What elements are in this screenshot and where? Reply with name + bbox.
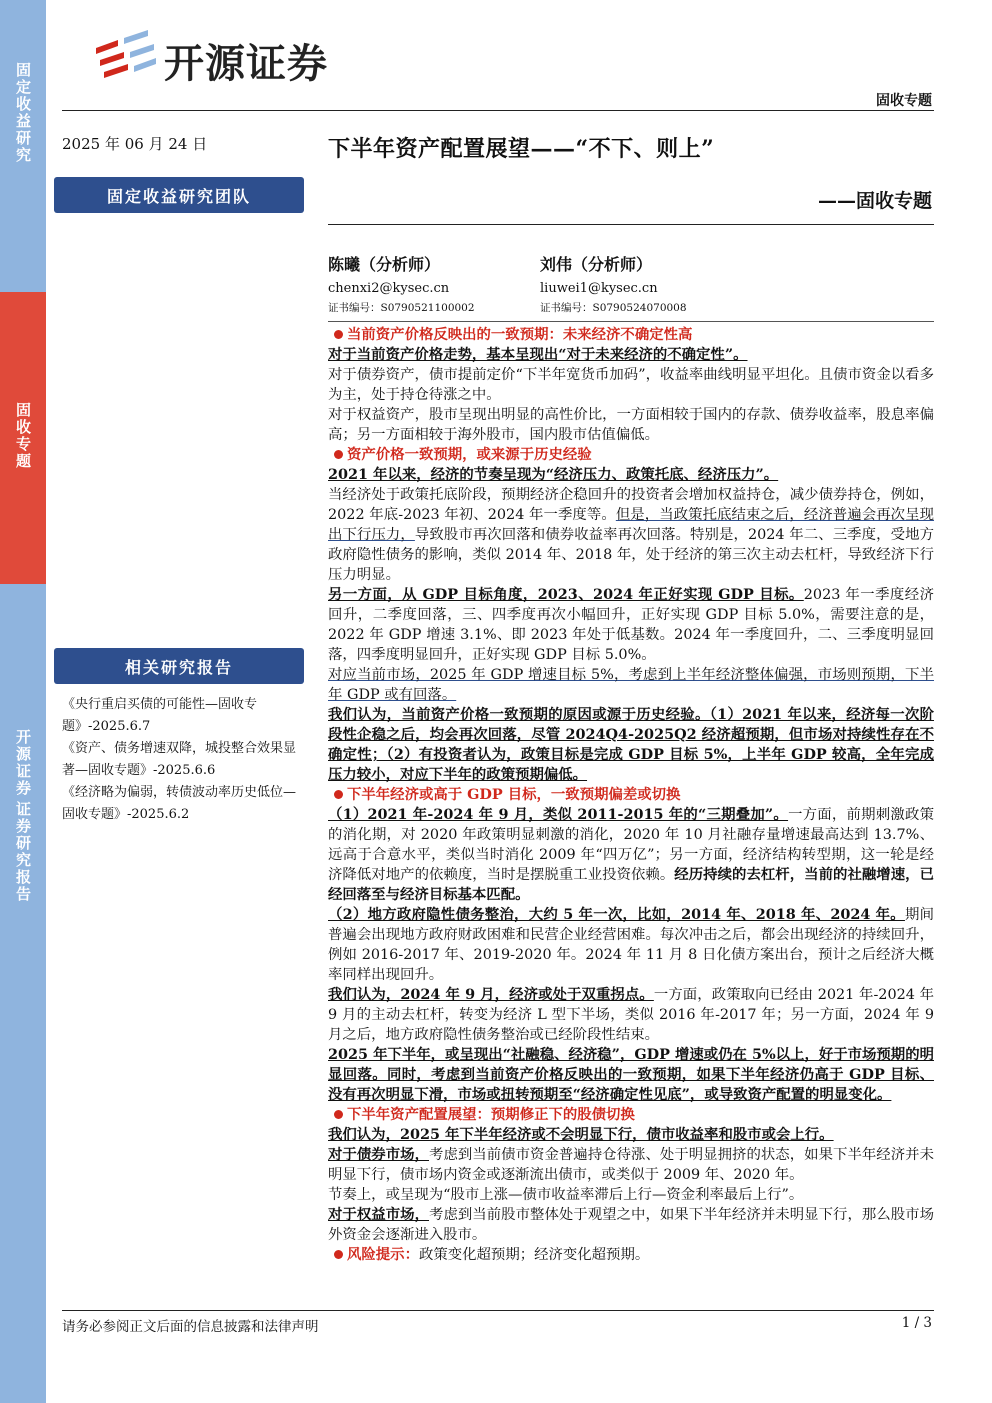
team-label-box: 固定收益研究团队 bbox=[54, 177, 304, 213]
key-point: 2021 年以来，经济的节奏呈现为“经济压力、政策托底、经济压力”。 bbox=[328, 466, 779, 483]
title-divider bbox=[328, 224, 934, 225]
strip-label-bottom-col1: 开源证券 bbox=[14, 729, 32, 797]
analyst-cert: 证书编号：S0790521100002 bbox=[328, 302, 475, 314]
paragraph: 当经济处于政策托底阶段，预期经济企稳回升的投资者会增加权益持仓，减少债券持仓，例如，2022 年底-2023 年初、2024 年一季度等。但是，当政策托底结束之后，经济普遍会再次呈现出下行压力，导致股市再次回落和债券收益率再次回落。特别是，2024 年二、三季度，受地方政府隐性债务的影响，类似 2014 年、2018 年，处于经济的第三次主动去杠杆，导致经济下行压力明显。 bbox=[328, 487, 934, 583]
analyst-cert: 证书编号：S0790524070008 bbox=[540, 302, 687, 314]
left-color-strip bbox=[0, 0, 46, 1403]
bullet-dot-icon bbox=[334, 1250, 343, 1259]
section-label: 固收专题 bbox=[876, 93, 932, 109]
report-title: 下半年资产配置展望——“不下、则上” bbox=[328, 136, 715, 162]
bullet-heading: 下半年资产配置展望：预期修正下的股债切换 bbox=[328, 1105, 934, 1125]
strip-label-top: 固定收益研究 bbox=[14, 62, 32, 164]
paragraph: 对于权益资产，股市呈现出明显的高性价比，一方面相较于国内的存款、债券收益率，股息率偏高；另一方面相较于海外股市，国内股市估值偏低。 bbox=[328, 407, 934, 443]
report-body bbox=[328, 325, 934, 1265]
paragraph: 对于权益市场，考虑到当前股市整体处于观望之中，如果下半年经济并未明显下行，那么股市场外资金会逐渐进入股市。 bbox=[328, 1206, 934, 1243]
analyst-name: 陈曦（分析师） bbox=[328, 255, 441, 274]
report-subtitle: ——固收专题 bbox=[817, 190, 932, 212]
header-divider bbox=[62, 110, 934, 111]
report-date: 2025 年 06 月 24 日 bbox=[62, 135, 208, 153]
related-report-item[interactable]: 《央行重启买债的可能性—固收专题》-2025.6.7 bbox=[62, 697, 258, 734]
key-point: 对于当前资产价格走势，基本呈现出“对于未来经济的不确定性”。 bbox=[328, 346, 748, 363]
footer-disclaimer: 请务必参阅正文后面的信息披露和法律声明 bbox=[62, 1319, 319, 1335]
paragraph: 对于债券资产，债市提前定价“下半年宽货币加码”，收益率曲线明显平坦化。且债市资金以看多为主，处于持仓待涨之中。 bbox=[328, 367, 934, 403]
paragraph: （2）地方政府隐性债务整治，大约 5 年一次，比如，2014 年、2018 年、2024 年。期间普遍会出现地方政府财政困难和民营企业经营困难。每次冲击之后，都会出现经济的持续回升，例如 2016-2017 年、2019-2020 年。2024 年 11 月 8 日化债方案出台，预计之后经济大概率同样出现回升。 bbox=[328, 906, 934, 983]
strip-label-mid: 固收专题 bbox=[14, 402, 32, 470]
key-point: 2025 年下半年，或呈现出“社融稳、经济稳”，GDP 增速或仍在 5%以上，好于市场预期的明显回落。同时，考虑到当前资产价格反映出的一致预期，如果下半年经济仍高于 GDP 目标、没有再次明显下滑，市场或扭转预期至“经济确定性见底”，或导致资产配置的明显变化。 bbox=[328, 1046, 934, 1103]
logo-text: 开源证券 bbox=[164, 40, 328, 87]
bullet-dot-icon bbox=[334, 330, 343, 339]
strip-segment-mid bbox=[0, 292, 46, 584]
key-point: 我们认为，当前资产价格一致预期的原因或源于历史经验。（1）2021 年以来，经济每一次阶段性企稳之后，均会再次回落，尽管 2024Q4-2025Q2 经济超预期，但市场对持续性存在不确定性；（2）有投资者认为，政策目标是完成 GDP 目标 5%，上半年 GDP 较高，全年完成压力较小，对应下半年的政策预期偏低。 bbox=[328, 706, 934, 783]
bullet-heading: 下半年经济或高于 GDP 目标，一致预期偏差或切换 bbox=[328, 785, 934, 805]
analyst-name: 刘伟（分析师） bbox=[540, 255, 653, 274]
logo-mark-icon bbox=[88, 30, 158, 90]
strip-label-bottom bbox=[14, 729, 32, 1403]
paragraph: 节奏上，或呈现为“股市上涨—债市收益率滞后上行—资金利率最后上行”。 bbox=[328, 1187, 804, 1203]
analyst-email[interactable]: liuwei1@kysec.cn bbox=[540, 281, 658, 296]
risk-note: 风险提示：政策变化超预期；经济变化超预期。 bbox=[328, 1245, 934, 1265]
bullet-heading: 当前资产价格反映出的一致预期：未来经济不确定性高 bbox=[328, 325, 934, 345]
related-reports-label-box: 相关研究报告 bbox=[54, 648, 304, 684]
bullet-dot-icon bbox=[334, 1110, 343, 1119]
paragraph: 我们认为，2024 年 9 月，经济或处于双重拐点。一方面，政策取向已经由 2021 年-2024 年 9 月的主动去杠杆，转变为经济 L 型下半场，类似 2016 年-2017 年；另一方面，2024 年 9 月之后，地方政府隐性债务整治或已经阶段性结束。 bbox=[328, 986, 934, 1043]
bullet-dot-icon bbox=[334, 450, 343, 459]
strip-segment-top bbox=[0, 0, 46, 292]
strip-label-bottom-col2: 证券研究报告 bbox=[14, 801, 32, 903]
paragraph: 对应当前市场，2025 年 GDP 增速目标 5%，考虑到上半年经济整体偏强，市场则预期，下半年 GDP 或有回落。 bbox=[328, 667, 934, 703]
key-point: 我们认为，2025 年下半年经济或不会明显下行，债市收益率和股市或会上行。 bbox=[328, 1126, 834, 1143]
bullet-dot-icon bbox=[334, 790, 343, 799]
strip-segment-bottom bbox=[0, 584, 46, 1403]
analyst-block bbox=[540, 252, 687, 315]
paragraph: （1）2021 年-2024 年 9 月，类似 2011-2015 年的“三期叠加”。一方面，前期刺激政策的消化期，对 2020 年政策明显刺激的消化，2020 年 10 月社融存量增速最高达到 13.7%、远高于合意水平，类似当时消化 2009 年“四万亿”；另一方面，经济结构转型期，这一轮是经济降低对地产的依赖度，当时是摆脱重工业投资依赖。经历持续的去杠杆，当前的社融增速，已经回落至与经济目标基本匹配。 bbox=[328, 806, 934, 903]
bullet-heading: 资产价格一致预期，或来源于历史经验 bbox=[328, 445, 934, 465]
company-logo bbox=[88, 30, 378, 90]
analyst-block bbox=[328, 252, 475, 315]
related-reports-list bbox=[62, 694, 308, 826]
paragraph: 另一方面，从 GDP 目标角度，2023、2024 年正好实现 GDP 目标。2023 年一季度经济回升，二季度回落，三、四季度再次小幅回升，正好实现 GDP 目标 5.0%，需要注意的是，2022 年 GDP 增速 3.1%、即 2023 年处于低基数。2024 年一季度回升，二、三季度明显回落，四季度明显回升，正好实现 GDP 目标 5.0%。 bbox=[328, 586, 934, 663]
analyst-email[interactable]: chenxi2@kysec.cn bbox=[328, 281, 450, 296]
analyst-divider bbox=[328, 321, 934, 322]
footer-divider bbox=[62, 1310, 934, 1311]
related-report-item[interactable]: 《经济略为偏弱，转债波动率历史低位—固收专题》-2025.6.2 bbox=[62, 785, 297, 822]
related-report-item[interactable]: 《资产、债务增速双降，城投整合效果显著—固收专题》-2025.6.6 bbox=[62, 741, 297, 778]
page-number: 1 / 3 bbox=[901, 1315, 932, 1331]
paragraph: 对于债券市场，考虑到当前债市资金普遍持仓待涨、处于明显拥挤的状态，如果下半年经济并未明显下行，债市场内资金或逐渐流出债市，或类似于 2009 年、2020 年。 bbox=[328, 1146, 934, 1183]
